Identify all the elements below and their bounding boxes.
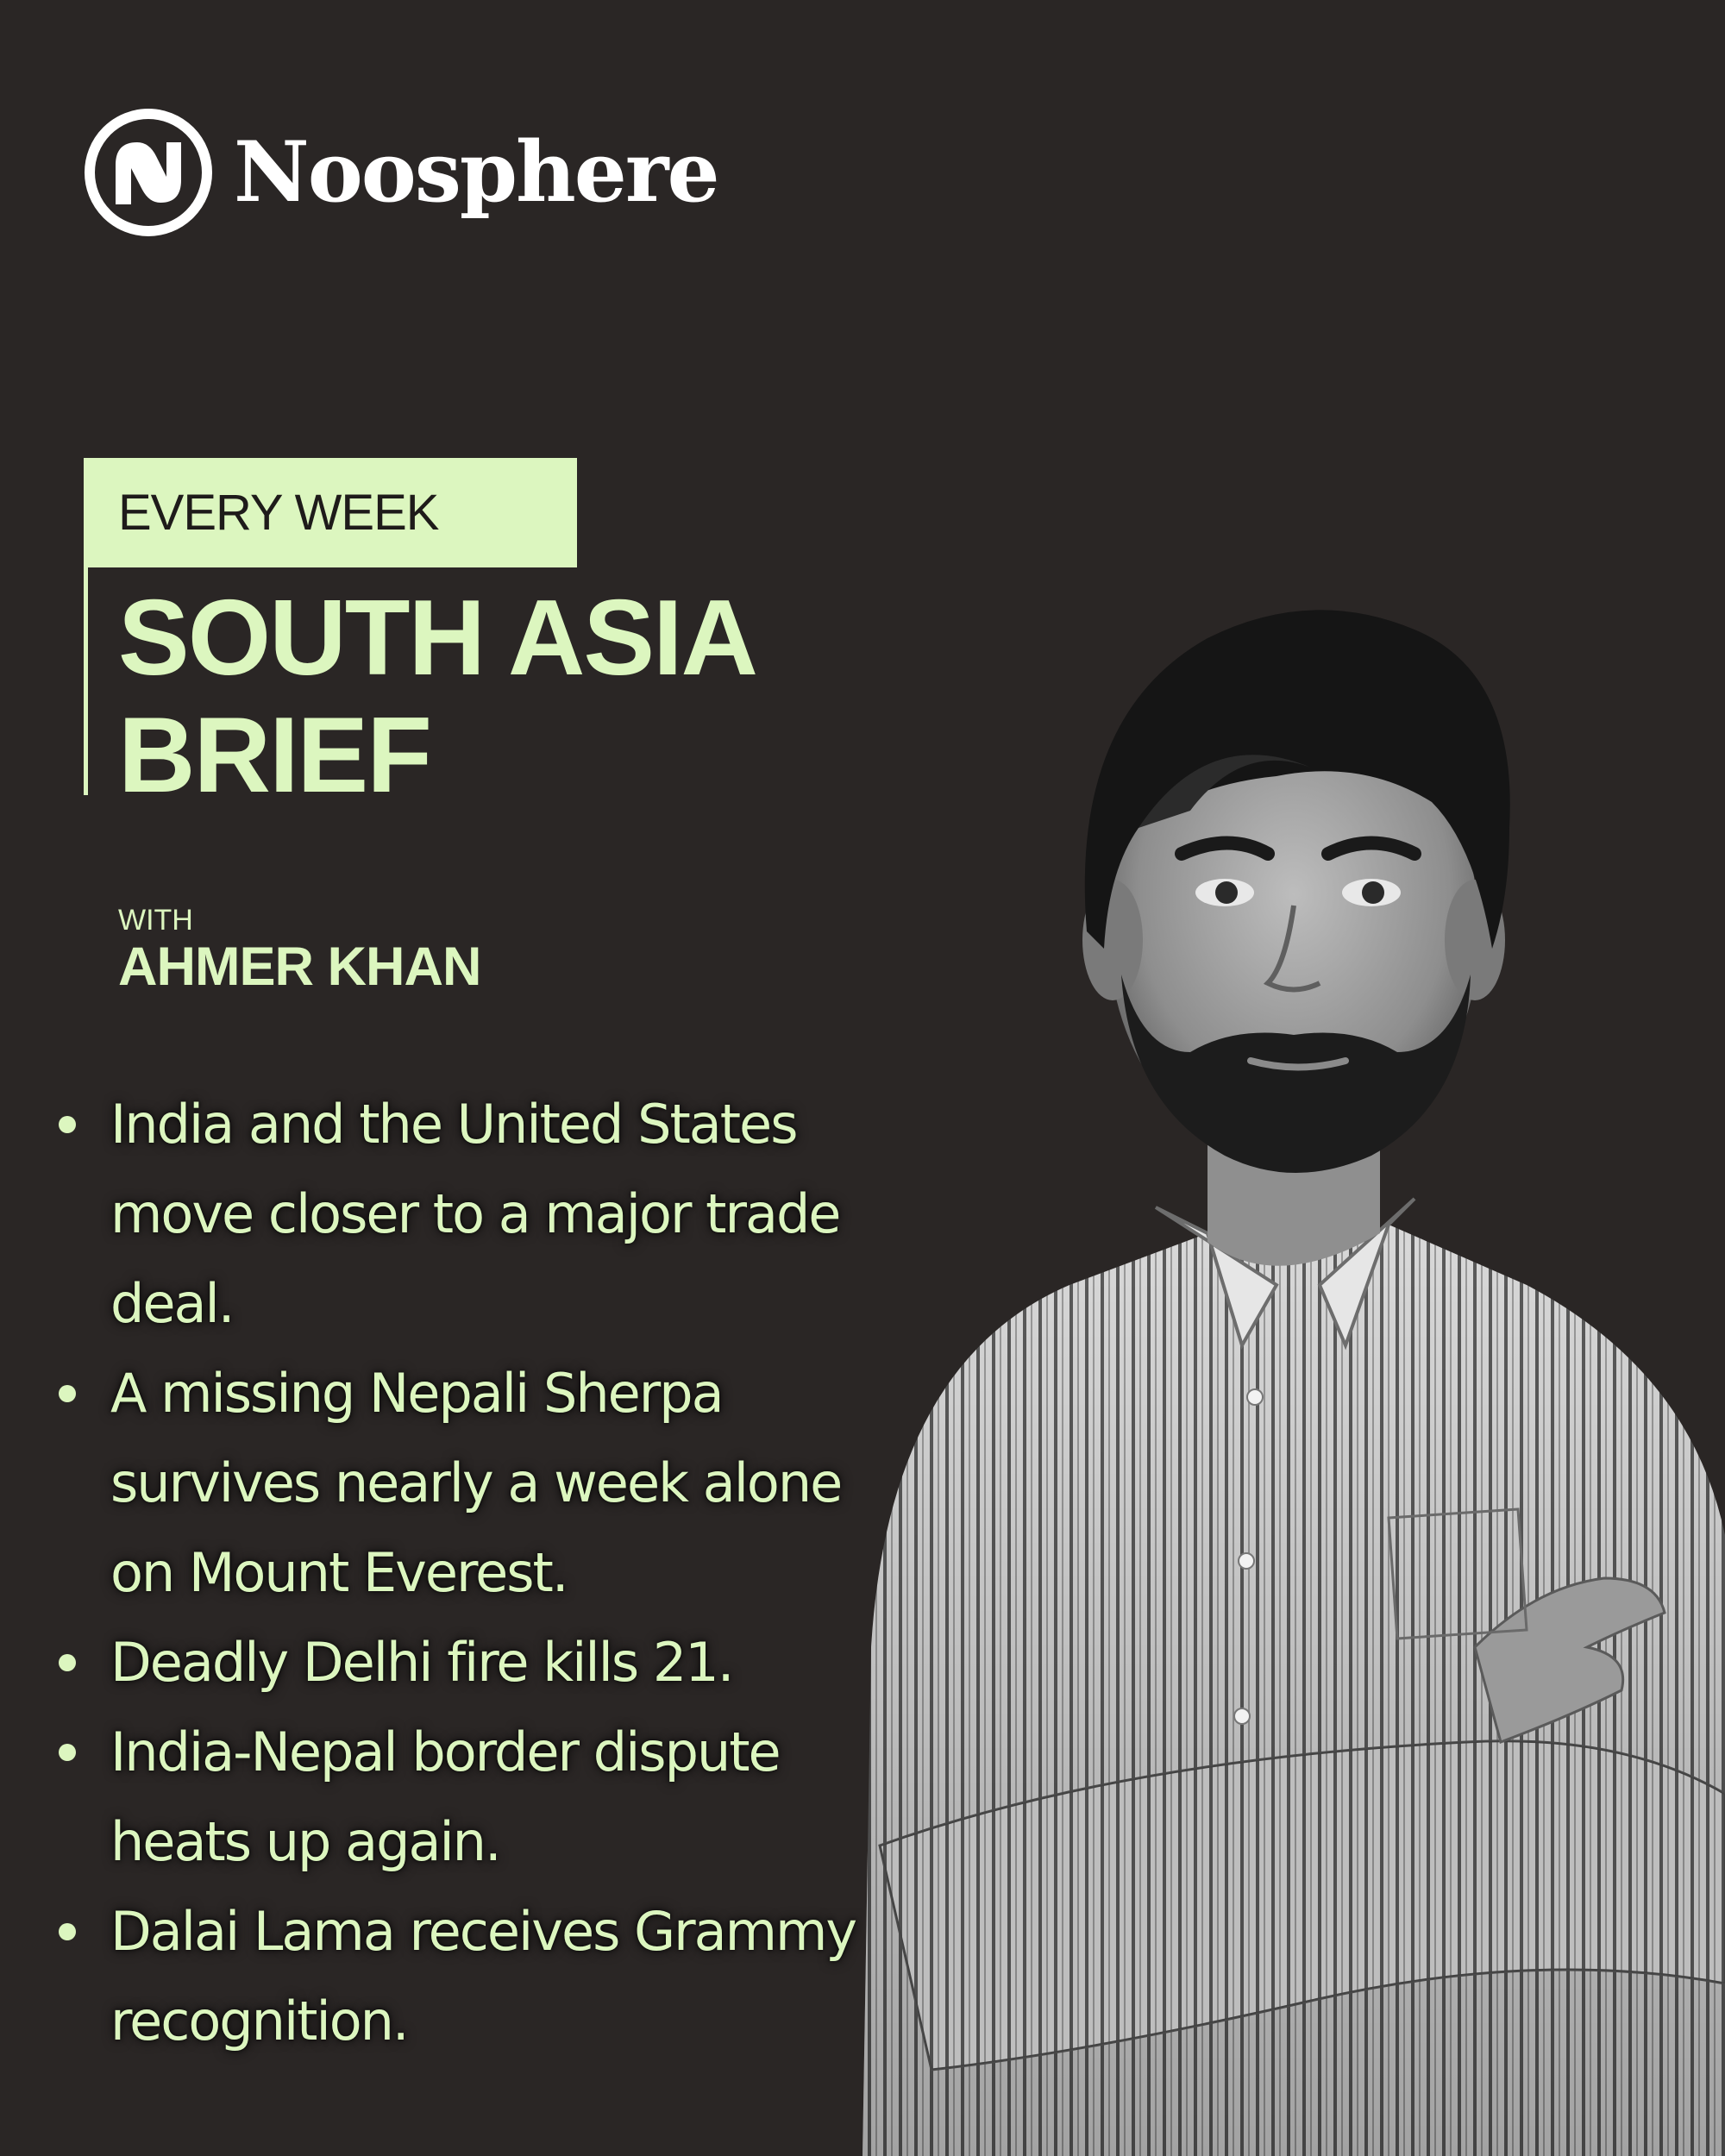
list-item-text: Deadly Delhi fire kills 21. bbox=[110, 1631, 733, 1694]
list-item bbox=[52, 1708, 914, 1887]
with-label: WITH bbox=[118, 904, 193, 937]
list-item-text: A missing Nepali Sherpa survives nearly a week alone on Mount Everest. bbox=[110, 1362, 842, 1604]
list-item bbox=[52, 1887, 914, 2066]
host-name: AHMER KHAN bbox=[118, 937, 481, 997]
list-item bbox=[52, 1080, 914, 1349]
brand-name: Noosphere bbox=[234, 123, 718, 221]
title-line-2: BRIEF bbox=[118, 696, 430, 815]
news-bullet-list bbox=[52, 1080, 914, 2066]
bullet-icon bbox=[59, 1923, 76, 1940]
headline-rule bbox=[84, 567, 88, 795]
title-line-1: SOUTH ASIA bbox=[118, 579, 757, 698]
bullet-icon bbox=[59, 1385, 76, 1402]
bullet-icon bbox=[59, 1654, 76, 1671]
bullet-icon bbox=[59, 1744, 76, 1761]
list-item-text: Dalai Lama receives Grammy recognition. bbox=[110, 1900, 856, 2053]
kicker-label: EVERY WEEK bbox=[84, 458, 577, 567]
brand-logo bbox=[84, 108, 718, 237]
list-item bbox=[52, 1349, 914, 1618]
list-item-text: India-Nepal border dispute heats up again. bbox=[110, 1720, 780, 1873]
list-item bbox=[52, 1618, 914, 1708]
n-monogram-circle-icon bbox=[84, 108, 213, 237]
list-item-text: India and the United States move closer to a major trade deal. bbox=[110, 1093, 840, 1335]
bullet-icon bbox=[59, 1116, 76, 1133]
